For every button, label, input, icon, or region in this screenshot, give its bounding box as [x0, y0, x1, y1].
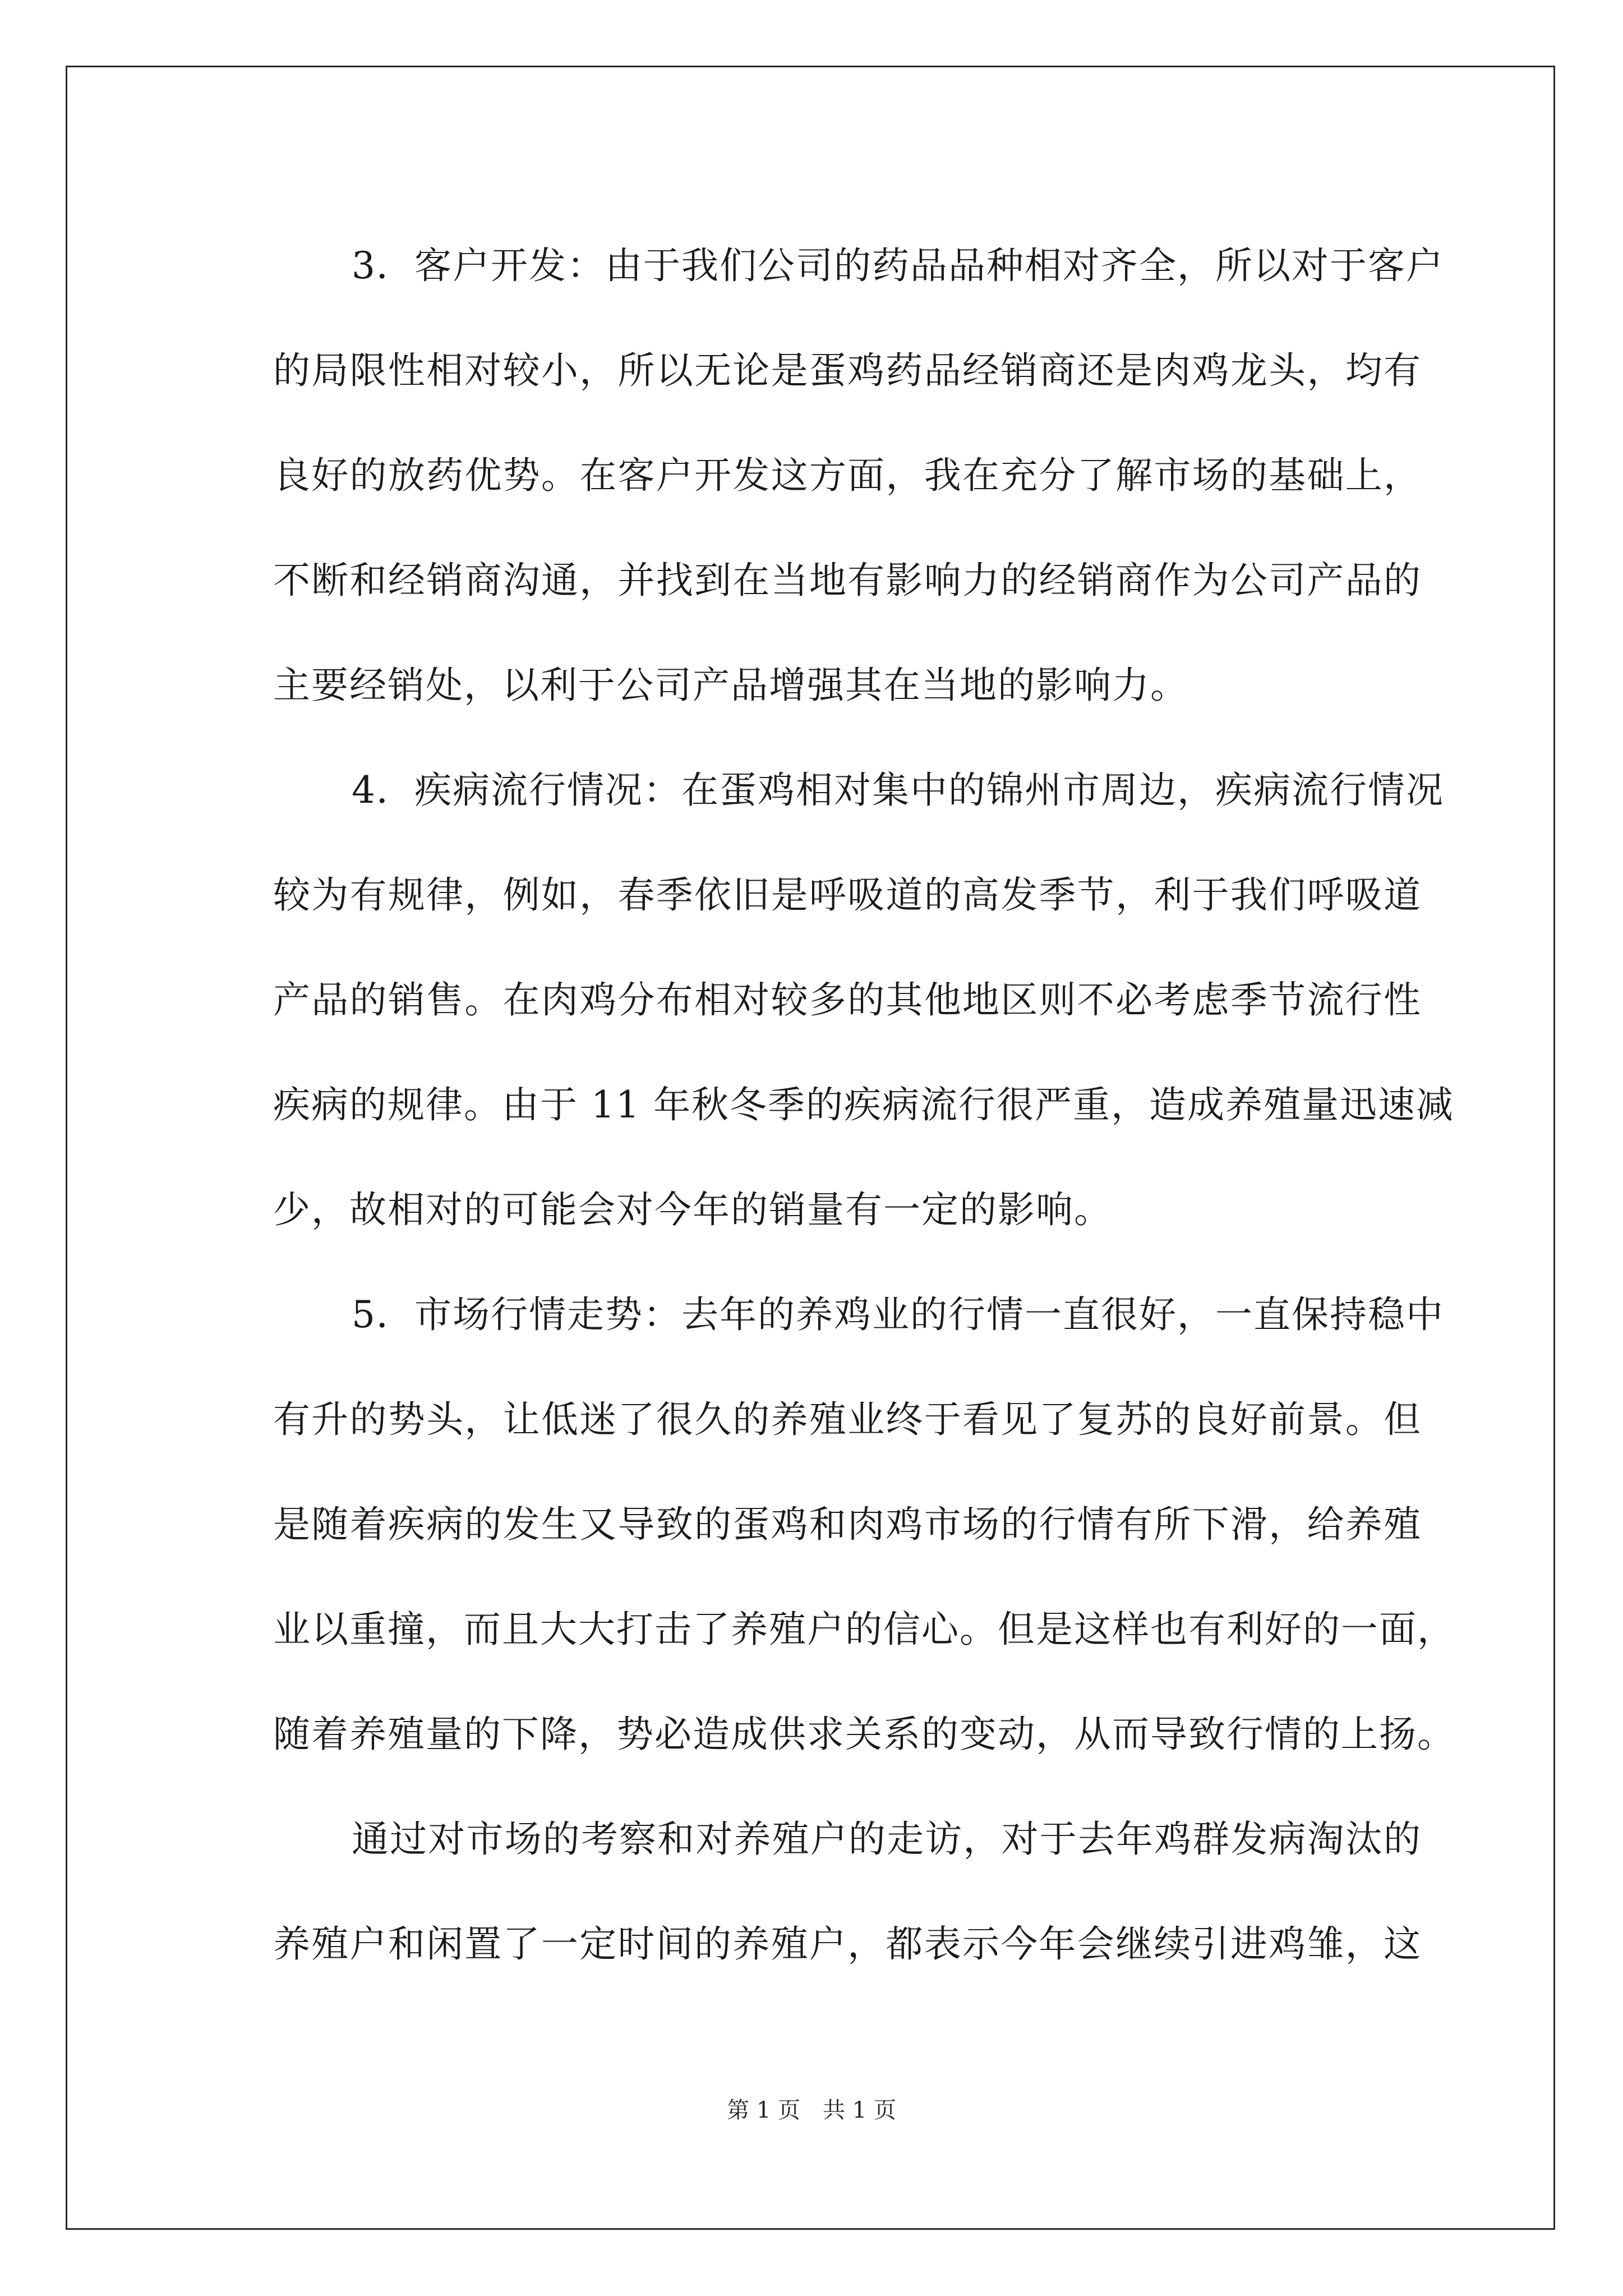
text-line: 3．客户开发：由于我们公司的药品品种相对齐全，所以对于客户	[352, 244, 1444, 287]
text-line: 5．市场行情走势：去年的养鸡业的行情一直很好，一直保持稳中	[352, 1293, 1444, 1336]
paragraph-disease-situation	[199, 738, 1454, 1262]
text-line: 随着养殖量的下降，势必造成供求关系的变动，从而导致行情的上扬。	[273, 1713, 1455, 1756]
text-line: 4．疾病流行情况：在蛋鸡相对集中的锦州市周边，疾病流行情况	[352, 769, 1444, 812]
text-line: 不断和经销商沟通，并找到在当地有影响力的经销商作为公司产品的	[273, 559, 1422, 602]
text-line: 通过对市场的考察和对养殖户的走访，对于去年鸡群发病淘汰的	[352, 1818, 1422, 1861]
text-line: 少，故相对的可能会对今年的销量有一定的影响。	[273, 1188, 1112, 1231]
text-line: 良好的放药优势。在客户开发这方面，我在充分了解市场的基础上，	[273, 454, 1422, 497]
paragraph-market-survey	[199, 1787, 1422, 1996]
page-footer: 第 1 页 共 1 页	[727, 2097, 896, 2123]
text-line: 业以重撞，而且大大打击了养殖户的信心。但是这样也有利好的一面，	[273, 1608, 1455, 1651]
text-line: 较为有规律，例如，春季依旧是呼吸道的高发季节，利于我们呼吸道	[273, 873, 1422, 917]
text-line: 养殖户和闲置了一定时间的养殖户，都表示今年会继续引进鸡雏，这	[273, 1922, 1422, 1966]
text-line: 产品的销售。在肉鸡分布相对较多的其他地区则不必考虑季节流行性	[273, 978, 1422, 1022]
text-line: 主要经销处，以利于公司产品增强其在当地的影响力。	[273, 664, 1188, 707]
paragraph-customer-development	[199, 213, 1444, 738]
paragraph-market-trend	[199, 1262, 1455, 1787]
document-body	[199, 213, 1455, 1996]
text-line: 的局限性相对较小，所以无论是蛋鸡药品经销商还是肉鸡龙头，均有	[273, 349, 1422, 392]
text-line: 是随着疾病的发生又导致的蛋鸡和肉鸡市场的行情有所下滑，给养殖	[273, 1503, 1422, 1546]
text-line: 疾病的规律。由于 11 年秋冬季的疾病流行很严重，造成养殖量迅速减	[273, 1083, 1454, 1126]
text-line: 有升的势头，让低迷了很久的养殖业终于看见了复苏的良好前景。但	[273, 1398, 1422, 1441]
